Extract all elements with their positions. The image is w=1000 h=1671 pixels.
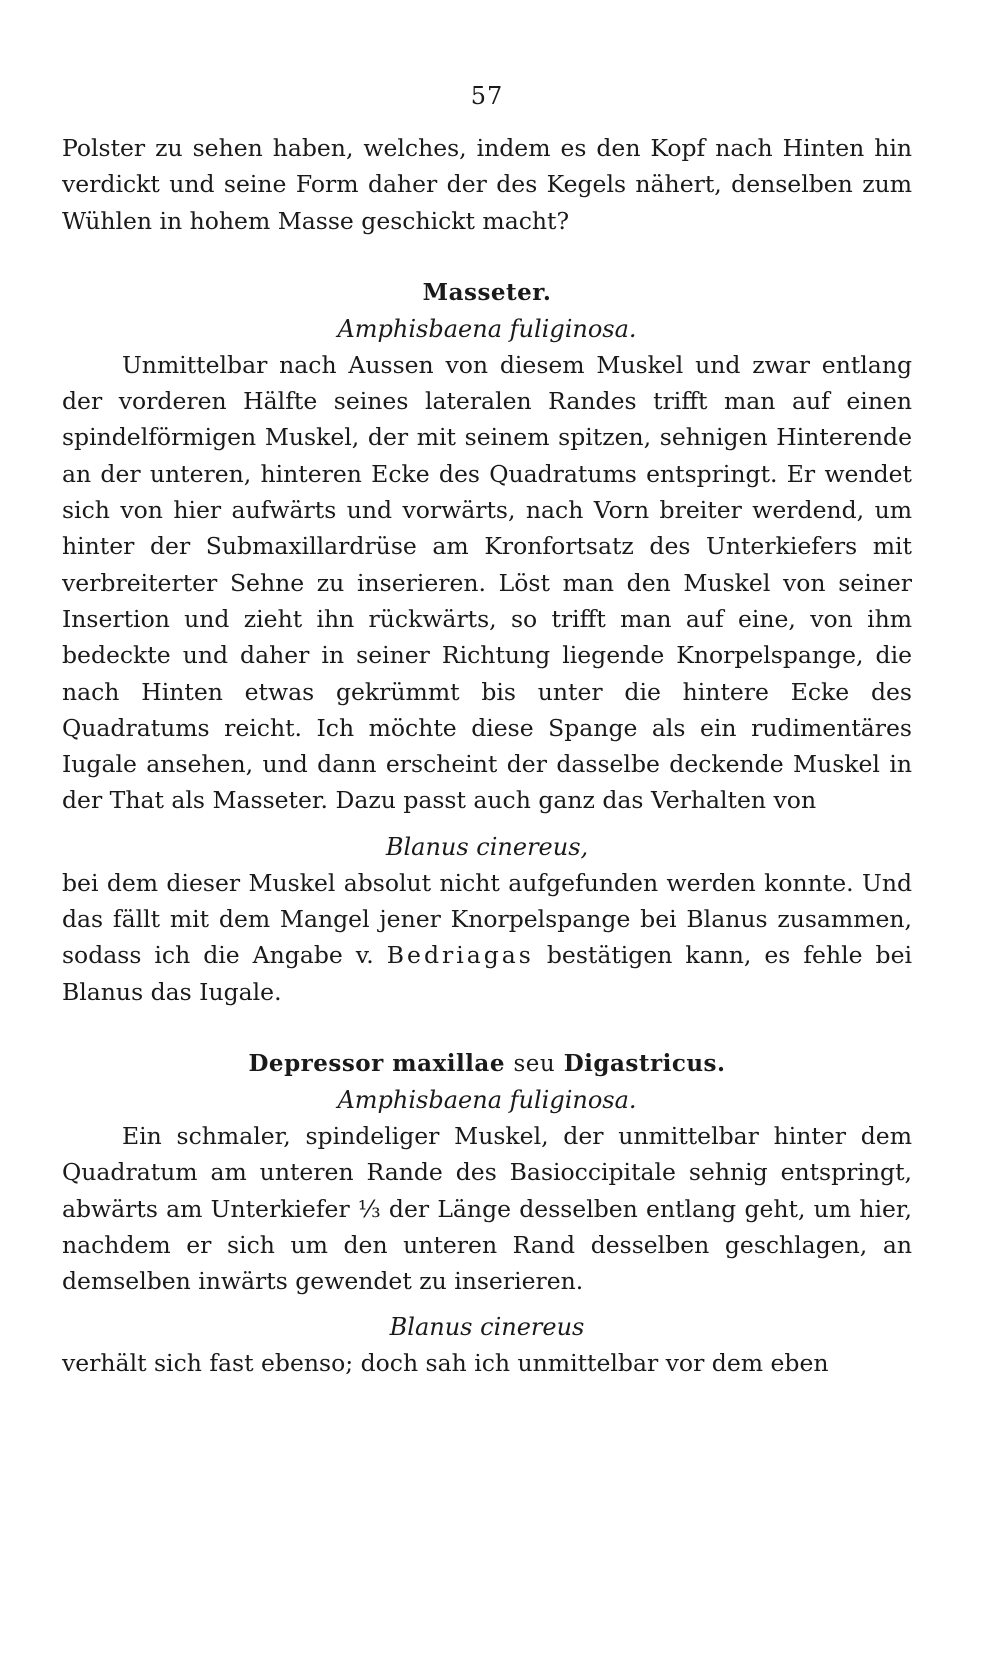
species-amphisbaena-1: Amphisbaena fuliginosa. [337,314,637,343]
paragraph-blanus-part2: bestätigen kann, es fehle bei Blanus das Iugale. [62,941,912,1006]
paragraph-polster: Polster zu sehen haben, welches, indem es den Kopf nach Hinten hin verdickt und seine Form daher der des Kegels nähert, denselben zum Wühlen in hohem Masse geschickt macht? [62,134,912,235]
paragraph-masseter: Unmittelbar nach Aussen von diesem Muskel und zwar entlang der vorderen Hälfte seines lateralen Randes trifft man auf einen spindelförmigen Muskel, der mit seinem spitzen, sehnigen Hinterende an der unteren, hinteren Ecke des Quadratums entspringt. Er wendet sich von hier aufwärts und vorwärts, nach Vorn breiter werdend, um hinter der Submaxillardrüse am Kronfortsatz des Unterkiefers mit verbreiterter Sehne zu inserieren. Löst man den Muskel von seiner Insertion und zieht ihn rückwärts, so trifft man auf eine, von ihm bedeckte und daher in seiner Richtung liegende Knorpelspange, die nach Hinten etwas gekrümmt bis unter die hintere Ecke des Quadratums reicht. Ich möchte diese Spange als ein rudimentäres Iugale ansehen, und dann erscheint der dasselbe deckende Muskel in der That als Masseter. Dazu passt auch ganz das Verhalten von [62,350,912,815]
page [62,82,912,1382]
heading-depressor-seu: seu [513,1050,556,1077]
heading-masseter: Masseter. [422,278,552,306]
heading-depressor-alt: Digastricus. [563,1049,726,1077]
species-blanus-2: Blanus cinereus [389,1313,585,1342]
paragraph-blanus-depressor: verhält sich fast ebenso; doch sah ich unmittelbar vor dem eben [62,1349,829,1378]
heading-depressor-main: Depressor maxillae [248,1049,505,1077]
author-name: Bedriagas [386,941,534,970]
page-number: 57 [470,82,504,110]
heading-depressor [62,1046,912,1082]
paragraph-blanus-part1: bei dem dieser Muskel absolut nicht aufgefunden werden konnte. Und das fällt mit dem Mangel jener Knorpelspange bei Blanus zusammen, sodass ich die Angabe v. [62,868,912,970]
paragraph-depressor: Ein schmaler, spindeliger Muskel, der unmittelbar hinter dem Quadratum am unteren Rande des Basioccipitale sehnig entspringt, abwärts am Unterkiefer ⅓ der Länge desselben entlang geht, um hier, nachdem er sich um den unteren Rand desselben geschlagen, an demselben inwärts gewendet zu inserieren. [62,1121,912,1296]
paragraph-blanus [62,865,912,1010]
species-amphisbaena-2: Amphisbaena fuliginosa. [337,1085,637,1114]
species-blanus-1: Blanus cinereus, [385,832,589,861]
